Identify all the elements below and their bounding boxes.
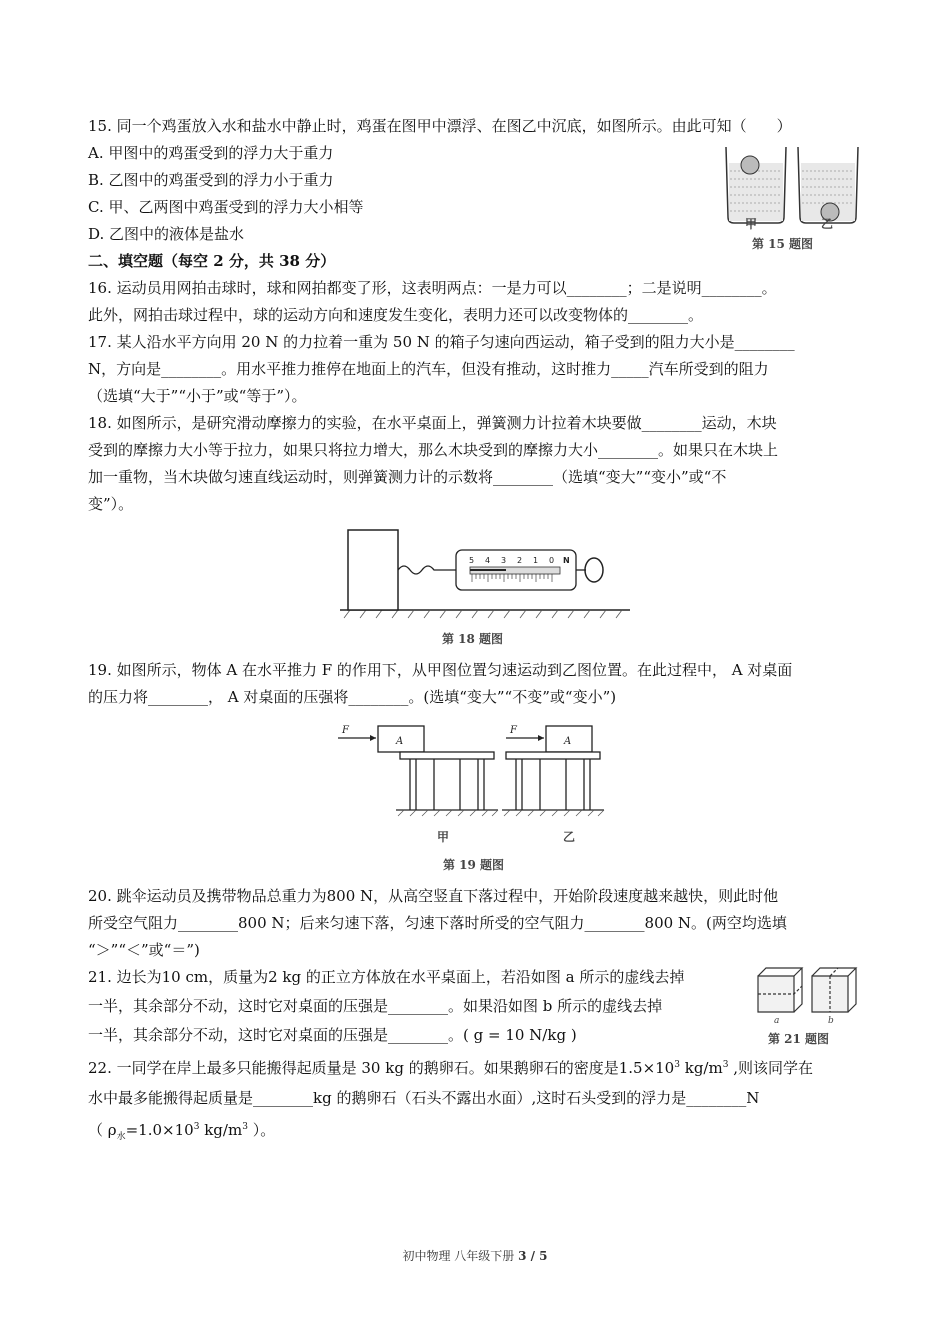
q22-rho-symbol: （ ρ (88, 1121, 117, 1139)
force-label: F (510, 725, 517, 736)
q18-line-2: 受到的摩擦力大小等于拉力，如果只将拉力增大，那么木块受到的摩擦力大小________。如果只在木块上 (88, 441, 779, 459)
q22-line-3 (88, 1120, 275, 1140)
q22-rho-subscript: 水 (116, 1132, 126, 1142)
block-label: A (396, 736, 404, 747)
q20-line-2: 所受空气阻力________800 N；后来匀速下落，匀速下落时所受的空气阻力________800 N。(两空均选填 (88, 914, 787, 932)
q15-option-b: B. 乙图中的鸡蛋受到的浮力小于重力 (88, 171, 334, 189)
q22-line-3-tail: ）。 (247, 1121, 276, 1139)
q21-figure (752, 962, 862, 1024)
cube-b (812, 968, 856, 1012)
q16-line-2: 此外，网拍击球过程中，球的运动方向和速度发生变化，表明力还可以改变物体的________。 (88, 306, 704, 324)
q15-fig-label-jia: 甲 (745, 217, 758, 231)
q17-line-1: 17. 某人沿水平方向用 20 N 的力拉着一重为 50 N 的箱子匀速向西运动，箱子受到的阻力大小是________ (88, 333, 795, 351)
footer-course: 初中物理 八年级下册 (402, 1249, 519, 1263)
scale-tick-label: 5 (469, 556, 475, 565)
q22-line-1-text: 22. 一同学在岸上最多只能搬得起质量是 30 kg 的鹅卵石。如果鹅卵石的密度是1.5×10 (88, 1059, 675, 1077)
footer-page-number: 3 / 5 (518, 1249, 548, 1263)
q20-line-1: 20. 跳伞运动员及携带物品总重力为800 N，从高空竖直下落过程中，开始阶段速度越来越快，则此时他 (88, 887, 779, 905)
section-heading-fill-in: 二、填空题（每空 2 分，共 38 分） (88, 252, 336, 270)
q15-option-a: A. 甲图中的鸡蛋受到的浮力大于重力 (88, 144, 334, 162)
q22-density-unit: kg/m (679, 1059, 723, 1077)
q21-line-1: 21. 边长为10 cm，质量为2 kg 的正立方体放在水平桌面上，若沿如图 a 所示的虚线去掉 (88, 968, 685, 986)
q15-option-c: C. 甲、乙两图中鸡蛋受到的浮力大小相等 (88, 198, 364, 216)
scale-tick-label: 0 (549, 556, 555, 565)
q18-figure (330, 522, 640, 622)
setup-yi (502, 725, 604, 816)
q22-density-unit-exponent: 3 (722, 1060, 729, 1070)
q19-fig-caption: 第 19 题图 (443, 858, 505, 872)
q18-fig-caption: 第 18 题图 (442, 632, 504, 646)
scale-ring (585, 558, 603, 582)
q18-line-3: 加一重物，当木块做匀速直线运动时，则弹簧测力计的示数将________（选填“变大”“变小”或“不 (88, 468, 727, 486)
wooden-block (348, 530, 398, 610)
cube-a (758, 968, 802, 1012)
q22-line-1 (88, 1058, 813, 1078)
q16-line-1: 16. 运动员用网拍击球时，球和网拍都变了形，这表明两点：一是力可以________；二是说明________。 (88, 279, 777, 297)
scale-tick-label: 1 (533, 556, 539, 565)
q15-option-d: D. 乙图中的液体是盐水 (88, 225, 245, 243)
q20-line-3: “＞”“＜”或“＝”) (88, 941, 200, 959)
q18-line-1: 18. 如图所示，是研究滑动摩擦力的实验，在水平桌面上，弹簧测力计拉着木块要做________运动，木块 (88, 414, 777, 432)
q22-water-unit-exponent: 3 (242, 1122, 248, 1132)
q18-line-4: 变”）。 (88, 495, 134, 513)
q19-figure (330, 722, 630, 827)
page-footer (0, 1247, 950, 1264)
tabletop (506, 752, 600, 759)
q17-line-2: N，方向是________。用水平推力推停在地面上的汽车，但没有推动，这时推力_____汽车所受到的阻力 (88, 360, 769, 378)
setup-jia (338, 725, 498, 816)
q19-line-1: 19. 如图所示，物体 A 在水平推力 F 的作用下，从甲图位置匀速运动到乙图位置。在此过程中， A 对桌面 (88, 661, 793, 679)
tabletop (400, 752, 494, 759)
egg-floating (741, 156, 759, 174)
q21-line-2: 一半，其余部分不动，这时它对桌面的压强是________。如果沿如图 b 所示的虚线去掉 (88, 997, 663, 1015)
q19-fig-label-jia: 甲 (437, 830, 450, 844)
beaker-jia (726, 147, 786, 223)
block-label: A (564, 736, 572, 747)
q17-line-3: （选填“大于”“小于”或“等于”）。 (88, 387, 307, 405)
cube-label-a: a (774, 1016, 780, 1024)
beaker-yi (798, 147, 858, 223)
q19-line-2: 的压力将________， A 对桌面的压强将________。(选填“变大”“不变”或“变小”) (88, 688, 617, 706)
q21-fig-caption: 第 21 题图 (768, 1032, 830, 1046)
q21-line-3: 一半，其余部分不动，这时它对桌面的压强是________。( g = 10 N/kg ) (88, 1026, 577, 1044)
scale-tick-label: 3 (501, 556, 507, 565)
q22-water-density-unit: kg/m (199, 1121, 243, 1139)
q22-line-2: 水中最多能搬得起质量是________kg 的鹅卵石（石头不露出水面）,这时石头受到的浮力是________N (88, 1089, 760, 1107)
q22-water-density-exponent: 3 (193, 1122, 200, 1132)
scale-unit: N (563, 556, 570, 565)
q19-fig-label-yi: 乙 (563, 830, 576, 844)
spring-scale (456, 550, 603, 590)
cube-label-b: b (828, 1016, 834, 1024)
q22-density-exponent: 3 (674, 1060, 680, 1070)
force-label: F (342, 725, 349, 736)
hook (398, 566, 456, 574)
q15-fig-caption: 第 15 题图 (752, 237, 814, 251)
scale-tick-label: 2 (517, 556, 523, 565)
q15-stem: 15. 同一个鸡蛋放入水和盐水中静止时，鸡蛋在图甲中漂浮、在图乙中沉底，如图所示。由此可知（ ） (88, 117, 792, 135)
q22-line-1-tail: ,则该同学在 (728, 1059, 813, 1077)
q22-water-density: =1.0×10 (125, 1121, 194, 1139)
scale-tick-label: 4 (485, 556, 491, 565)
q15-fig-label-yi: 乙 (821, 217, 834, 231)
